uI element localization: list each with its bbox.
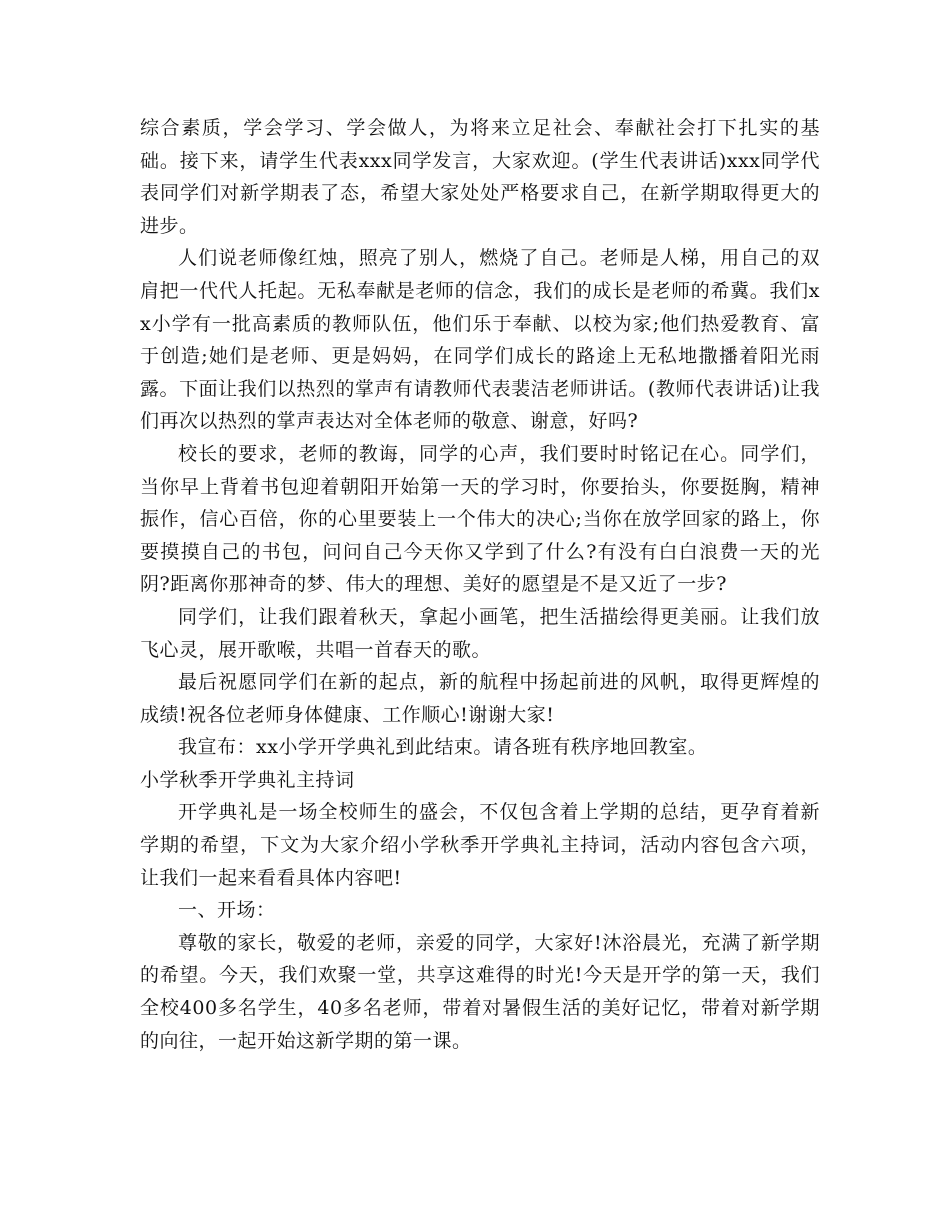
paragraph-announcement: 我宣布：xx小学开学典礼到此结束。请各班有秩序地回教室。: [178, 736, 708, 759]
paragraph-opening-speech: 尊敬的家长，敬爱的老师，亲爱的同学，大家好!沐浴晨光，充满了新学期的希望。今天，我们欢聚一堂，共享这难得的时光!今天是开学的第一天，我们全校400多名学生，40多名老师，带着对暑假生活的美好记忆，带着对新学期的向往，一起开始这新学期的第一课。: [140, 931, 820, 1052]
paragraph-intro: 开学典礼是一场全校师生的盛会，不仅包含着上学期的总结，更孕育着新学期的希望，下文为大家介绍小学秋季开学典礼主持词，活动内容包含六项，让我们一起来看看具体内容吧!: [140, 801, 820, 889]
paragraph-closing-wishes: 最后祝愿同学们在新的起点，新的航程中扬起前进的风帆，取得更辉煌的成绩!祝各位老师身体健康、工作顺心!谢谢大家!: [140, 671, 820, 726]
paragraph-principal-requirements: 校长的要求，老师的教诲，同学的心声，我们要时时铭记在心。同学们，当你早上背着书包迎着朝阳开始第一天的学习时，你要抬头，你要挺胸，精神振作，信心百倍，你的心里要装上一个伟大的决心;当你在放学回家的路上，你要摸摸自己的书包，问问自己今天你又学到了什么?有没有白白浪费一天的光阴?距离你那神奇的梦、伟大的理想、美好的愿望是不是又近了一步?: [140, 442, 820, 596]
paragraph-continuation: 综合素质，学会学习、学会做人，为将来立足社会、奉献社会打下扎实的基础。接下来，请学生代表xxx同学发言，大家欢迎。(学生代表讲话)xxx同学代表同学们对新学期表了态，希望大家处处严格要求自己，在新学期取得更大的进步。: [140, 117, 820, 237]
paragraph-teachers: 人们说老师像红烛，照亮了别人，燃烧了自己。老师是人梯，用自己的双肩把一代代人托起。无私奉献是老师的信念，我们的成长是老师的希冀。我们xx小学有一批高素质的教师队伍，他们乐于奉献、以校为家;他们热爱教育、富于创造;她们是老师、更是妈妈，在同学们成长的路途上无私地撒播着阳光雨露。下面让我们以热烈的掌声有请教师代表裴洁老师讲话。(教师代表讲话)让我们再次以热烈的掌声表达对全体老师的敬意、谢意，好吗?: [140, 247, 820, 433]
subheading-opening: 一、开场：: [178, 899, 276, 922]
section-heading: 小学秋季开学典礼主持词: [140, 768, 355, 791]
document-body: [140, 112, 820, 1057]
paragraph-autumn: 同学们，让我们跟着秋天，拿起小画笔，把生活描绘得更美丽。让我们放飞心灵，展开歌喉，共唱一首春天的歌。: [140, 605, 820, 661]
